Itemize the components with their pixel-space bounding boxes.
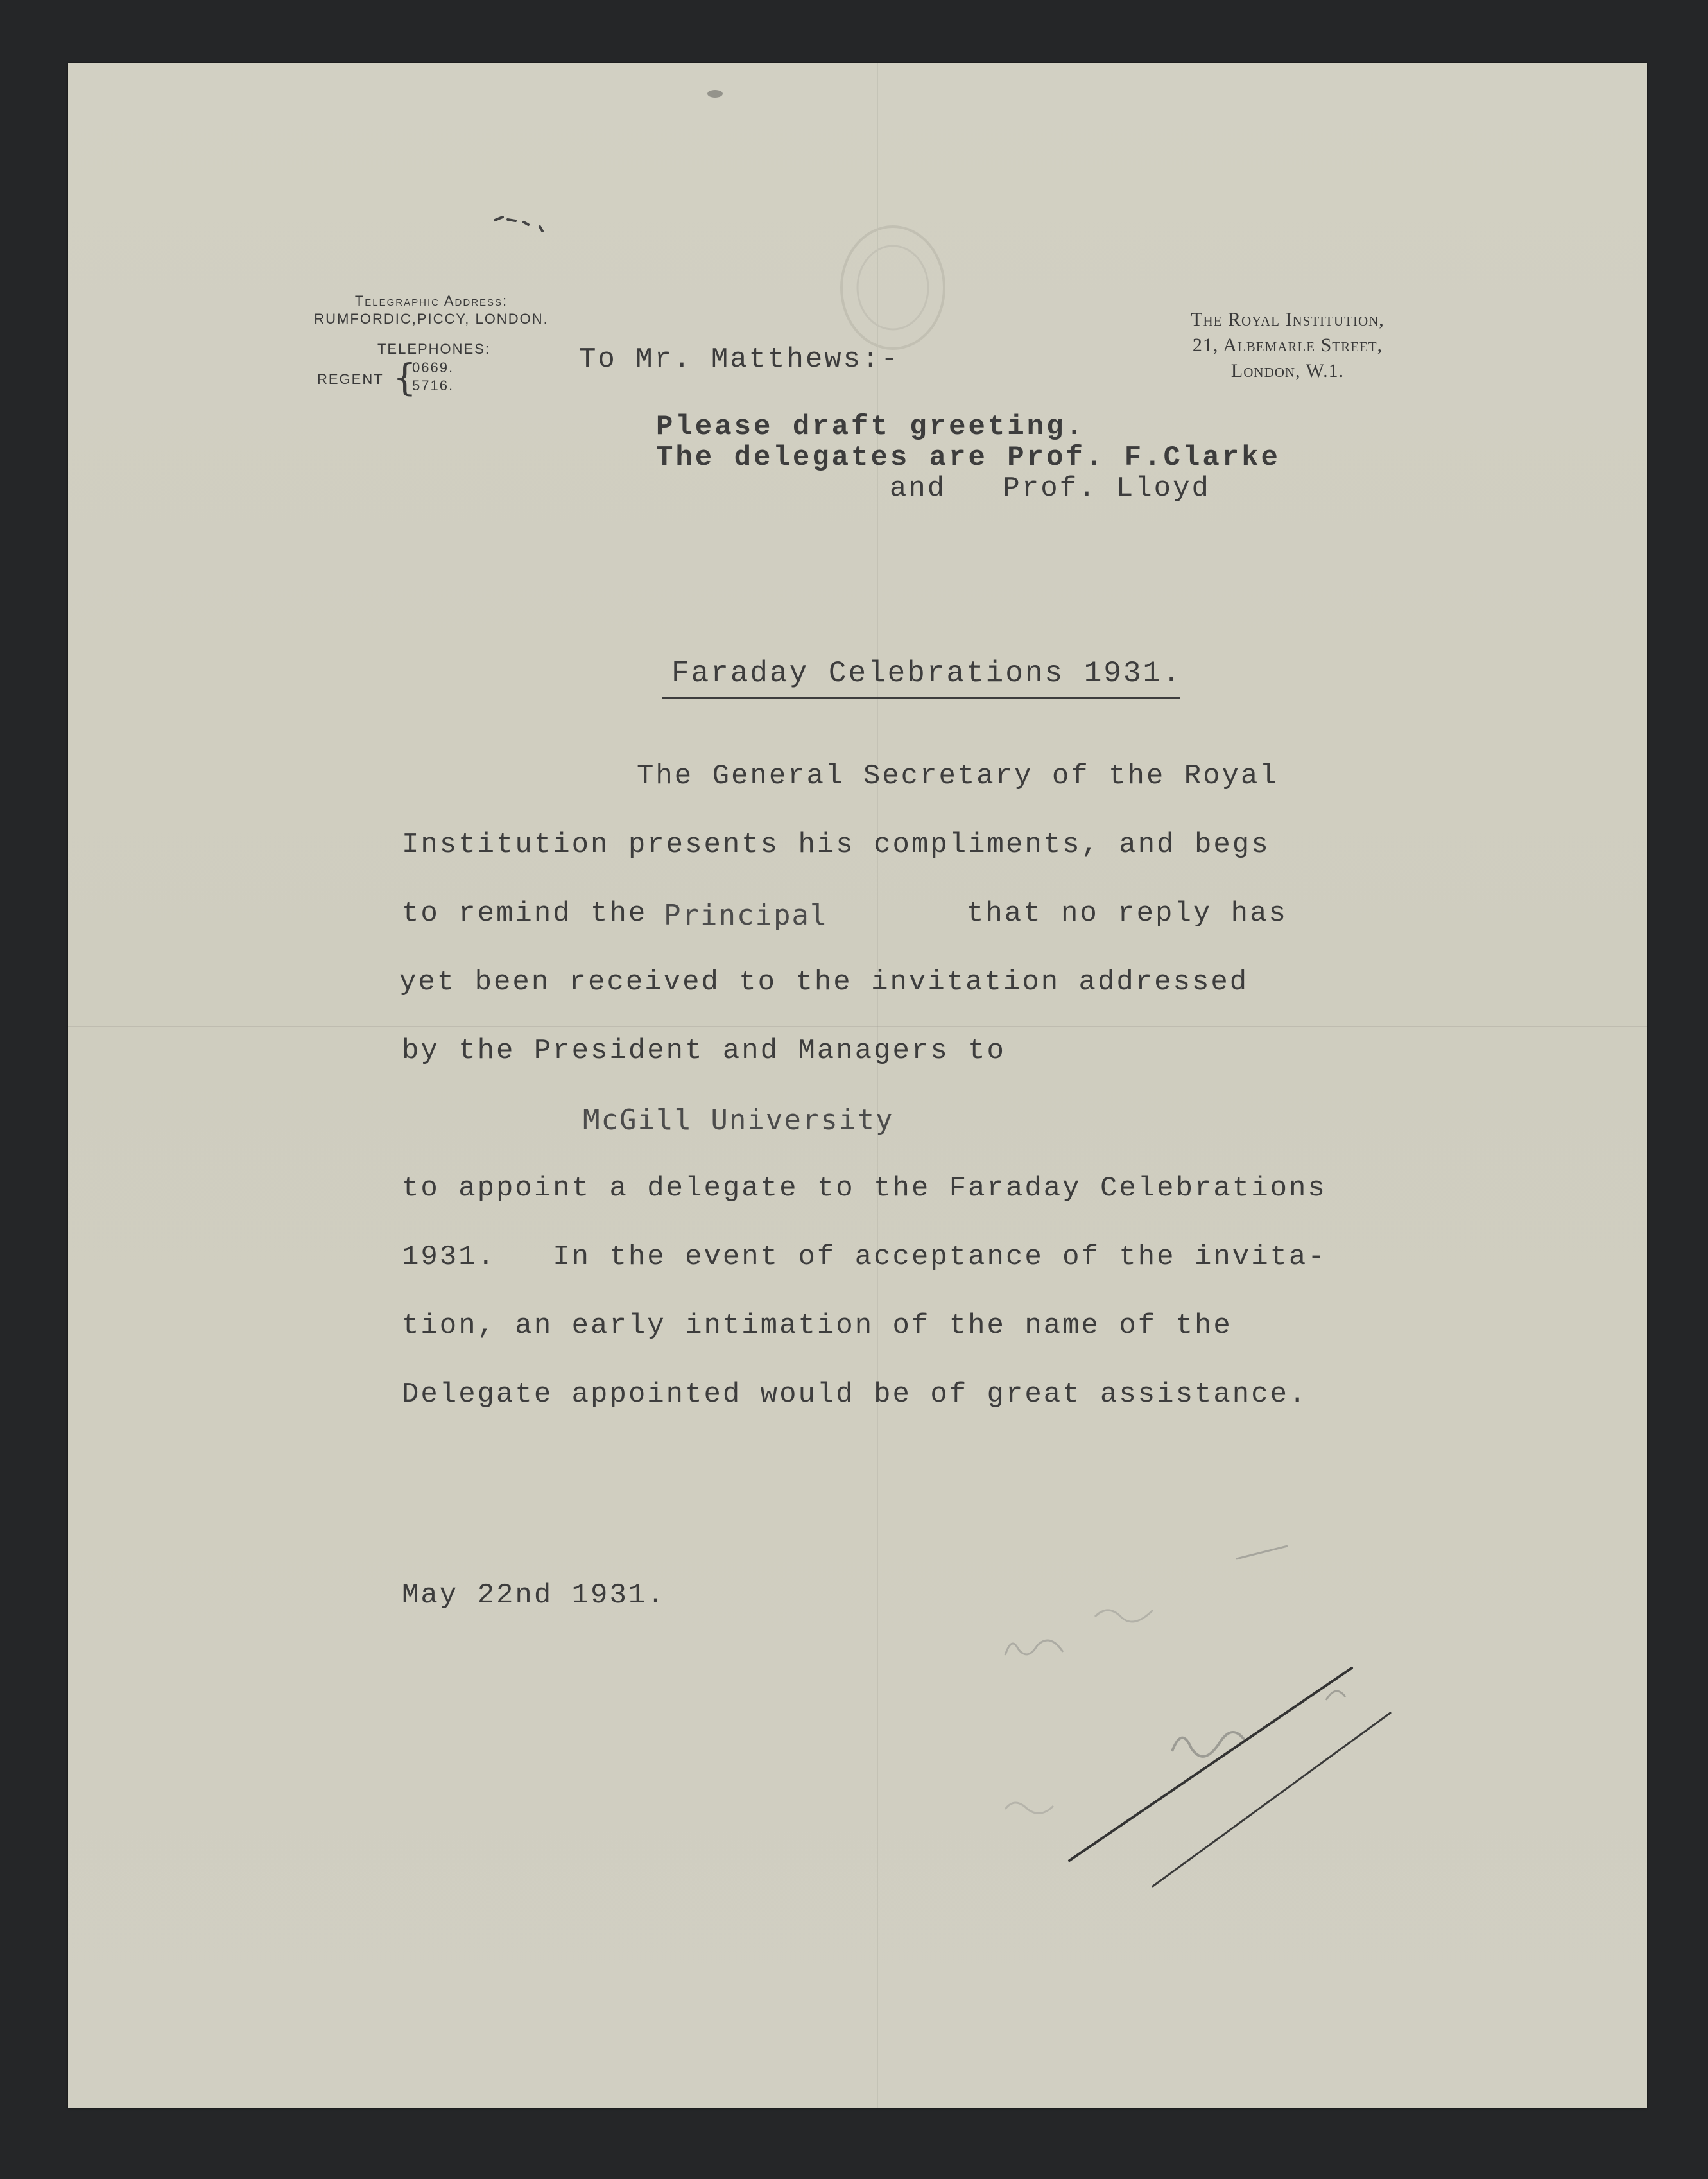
document-title: Faraday Celebrations 1931.	[671, 657, 1182, 690]
note-line-3: and Prof. Lloyd	[890, 473, 1211, 505]
regent-label: REGENT	[317, 371, 384, 387]
note-line-1: Please draft greeting.	[656, 411, 1085, 443]
note-to-line: To Mr. Matthews:-	[579, 343, 900, 376]
body-line-3b: that no reply has	[967, 898, 1288, 930]
paper-fold	[68, 1026, 1647, 1027]
phone-number-1: 0669.	[412, 360, 454, 376]
letterhead-telegraphic	[271, 292, 592, 328]
address-line-3: London, W.1.	[1230, 360, 1345, 381]
address-line-2: 21, Albemarle Street,	[1192, 334, 1383, 356]
telegraphic-value: RUMFORDIC,PICCY, LONDON.	[314, 311, 549, 327]
body-line-9: Delegate appointed would be of great assistance.	[402, 1378, 1308, 1411]
telegraphic-label: Telegraphic Address:	[354, 293, 508, 309]
inserted-principal: Principal	[664, 899, 829, 932]
body-line-8: tion, an early intimation of the name of the	[402, 1310, 1232, 1342]
pencil-scribble	[488, 204, 559, 243]
body-line-7: 1931. In the event of acceptance of the invita-	[402, 1241, 1327, 1273]
pencil-annotations	[902, 1540, 1480, 1899]
body-line-2: Institution presents his compliments, and begs	[402, 829, 1270, 861]
letter-sheet	[68, 63, 1647, 2108]
note-line-2: The delegates are Prof. F.Clarke	[656, 442, 1281, 474]
body-line-5: by the President and Managers to	[402, 1035, 1006, 1067]
body-line-1: The General Secretary of the Royal	[637, 760, 1279, 792]
body-line-6: to appoint a delegate to the Faraday Celebrations	[402, 1172, 1327, 1204]
brace-glyph: {	[393, 356, 418, 399]
body-line-4: yet been received to the invitation addressed	[399, 966, 1249, 998]
institution-name: McGill University	[583, 1104, 894, 1136]
title-underline	[662, 697, 1180, 699]
letterhead-telephones	[312, 340, 556, 358]
letter-date: May 22nd 1931.	[402, 1579, 666, 1611]
stray-mark	[703, 82, 748, 108]
letterhead-address	[1134, 307, 1442, 384]
body-line-3a: to remind the	[402, 898, 648, 930]
address-line-1: The Royal Institution,	[1191, 309, 1385, 330]
telephones-label: TELEPHONES:	[377, 341, 491, 357]
phone-number-2: 5716.	[412, 378, 454, 394]
